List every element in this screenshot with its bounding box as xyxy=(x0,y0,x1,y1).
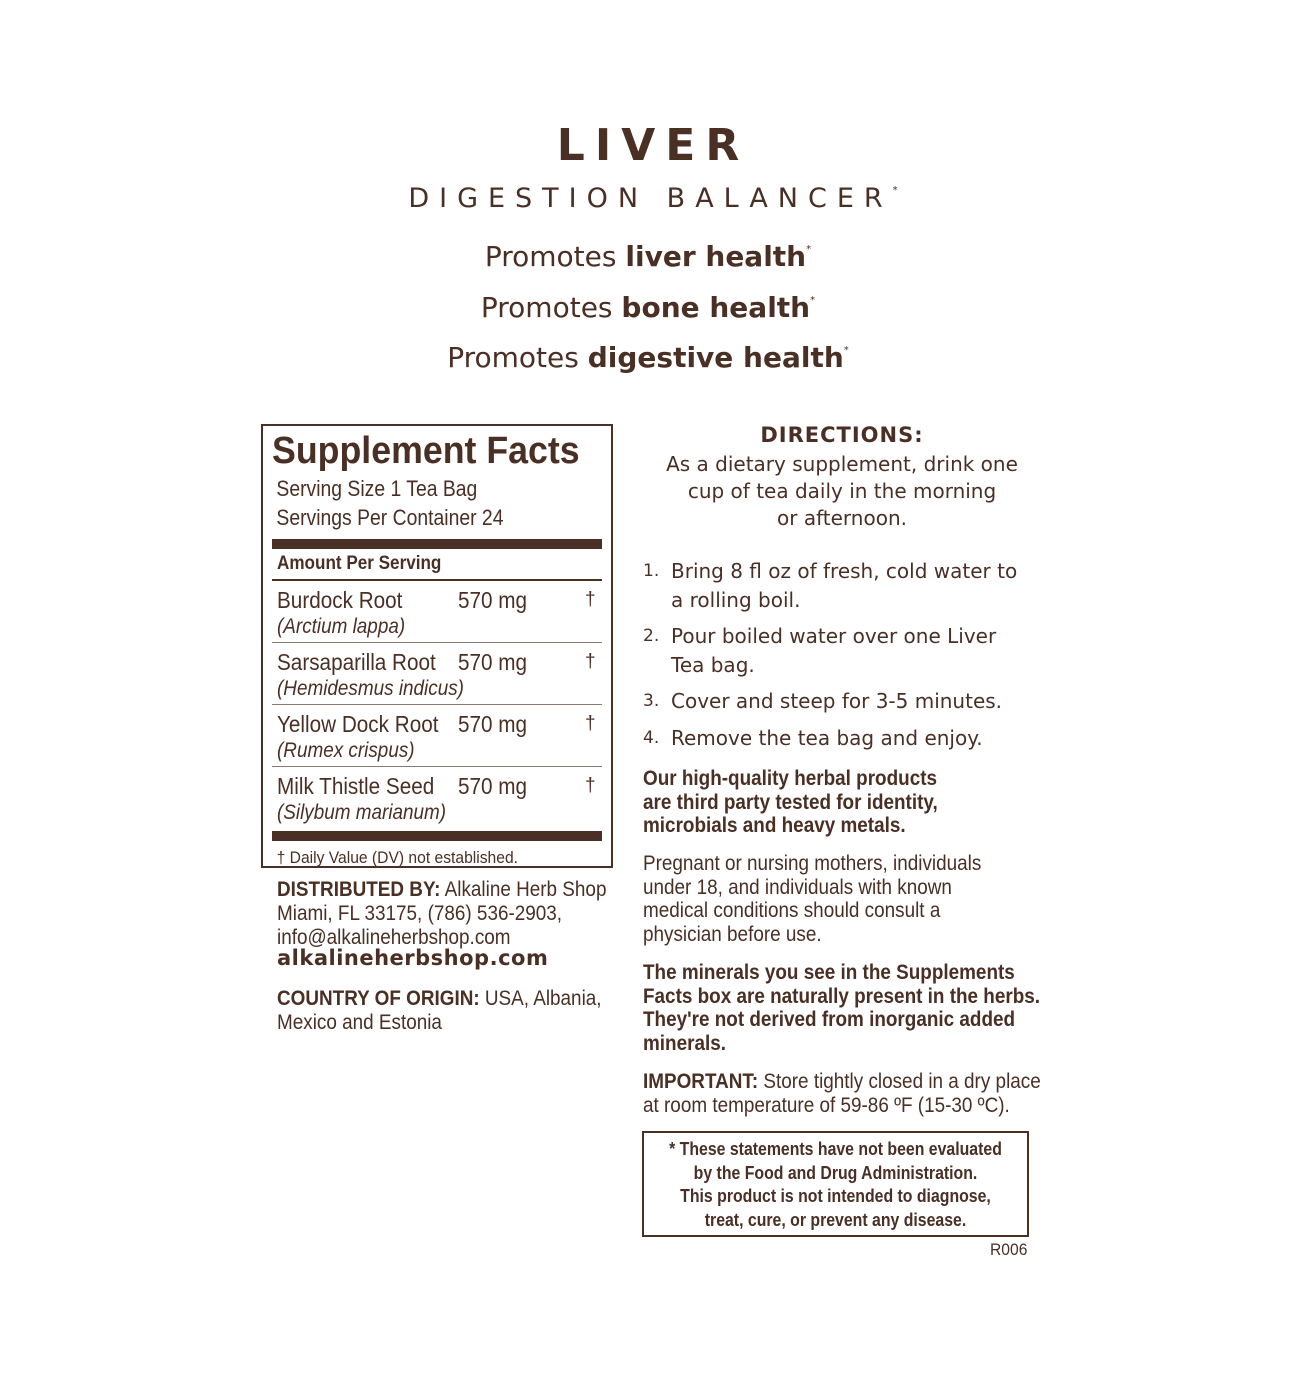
warning-line: physician before use. xyxy=(643,922,822,946)
daily-value-dagger: † xyxy=(585,651,596,672)
ingredient-row xyxy=(272,705,602,767)
step-item xyxy=(643,622,1053,680)
storage-instructions xyxy=(643,1070,1041,1117)
step-number: 4. xyxy=(643,728,660,748)
fda-disclaimer-box xyxy=(642,1131,1029,1237)
step-number: 3. xyxy=(643,691,660,711)
ingredient-row xyxy=(272,767,602,825)
fda-line: treat, cure, or prevent any disease. xyxy=(704,1209,967,1230)
step-item xyxy=(643,557,1053,615)
distributor-line xyxy=(277,878,606,902)
step-line: Pour boiled water over one Liver xyxy=(671,624,997,648)
warning-line: under 18, and individuals with known xyxy=(643,875,952,899)
fda-line: This product is not intended to diagnose, xyxy=(680,1186,991,1206)
ingredient-name: Burdock Root xyxy=(277,587,403,613)
daily-value-dagger: † xyxy=(585,589,596,610)
minerals-line: Facts box are naturally present in the herbs. xyxy=(643,984,1041,1008)
product-title: LIVER xyxy=(556,120,750,171)
origin-line xyxy=(277,987,602,1011)
thick-divider xyxy=(272,539,602,549)
promo-bold: liver health xyxy=(625,240,807,273)
distributor-name: Alkaline Herb Shop xyxy=(440,878,607,901)
minerals-line: minerals. xyxy=(643,1031,726,1055)
distributor-address: Miami, FL 33175, (786) 536-2903, xyxy=(277,902,563,925)
origin-countries-cont: Mexico and Estonia xyxy=(277,1011,442,1034)
daily-value-dagger: † xyxy=(585,775,596,796)
storage-text: Store tightly closed in a dry place xyxy=(758,1070,1041,1093)
supplement-facts-panel xyxy=(261,424,613,868)
promo-digestive-health xyxy=(0,341,1296,374)
origin-label: COUNTRY OF ORIGIN: xyxy=(277,987,480,1010)
product-subtitle xyxy=(0,183,1296,214)
ingredient-name: Yellow Dock Root xyxy=(277,711,439,737)
ingredient-amount: 570 mg xyxy=(458,587,528,613)
directions-heading: DIRECTIONS: xyxy=(760,423,924,447)
ingredient-latin-name: (Hemidesmus indicus) xyxy=(277,677,464,700)
origin-countries: USA, Albania, xyxy=(479,987,602,1010)
distributor-info xyxy=(277,878,606,950)
ingredient-row xyxy=(272,643,602,705)
ingredient-latin-name: (Rumex crispus) xyxy=(277,739,415,762)
amount-per-serving-label: Amount Per Serving xyxy=(277,553,442,574)
servings-per-container: Servings Per Container 24 xyxy=(276,505,504,530)
promo-liver-health xyxy=(0,240,1296,273)
subtitle-asterisk: * xyxy=(892,185,898,196)
serving-size: Serving Size 1 Tea Bag xyxy=(276,476,478,501)
step-line: Bring 8 fl oz of fresh, cold water to xyxy=(671,559,1018,583)
subtitle-text: DIGESTION BALANCER xyxy=(408,183,893,214)
step-item xyxy=(643,687,1053,716)
promo-bone-health xyxy=(0,291,1296,324)
promo-asterisk: * xyxy=(843,345,849,356)
directions-intro-line: cup of tea daily in the morning xyxy=(687,479,997,503)
directions-intro-line: As a dietary supplement, drink one xyxy=(666,452,1018,476)
website-link[interactable]: alkalineherbshop.com xyxy=(277,946,549,970)
storage-line xyxy=(643,1070,1041,1094)
step-item xyxy=(643,724,1053,753)
ingredient-row xyxy=(272,581,602,643)
ingredient-latin-name: (Arctium lappa) xyxy=(277,615,406,638)
distributor-label: DISTRIBUTED BY: xyxy=(277,878,441,901)
ingredient-name: Milk Thistle Seed xyxy=(277,773,435,799)
warning-line: medical conditions should consult a xyxy=(643,899,941,922)
warning-line: Pregnant or nursing mothers, individuals xyxy=(643,852,982,875)
country-of-origin xyxy=(277,987,602,1035)
quality-statement xyxy=(643,767,938,838)
directions-steps-list xyxy=(643,557,1053,753)
directions-intro-line: or afternoon. xyxy=(777,506,907,530)
amount-per-serving-header xyxy=(272,549,602,581)
quality-line: microbials and heavy metals. xyxy=(643,814,906,837)
directions-intro xyxy=(643,451,1041,532)
ingredient-amount: 570 mg xyxy=(458,711,528,737)
ingredient-latin-name: (Silybum marianum) xyxy=(277,801,447,824)
fda-line: by the Food and Drug Administration. xyxy=(693,1162,978,1183)
step-line: Remove the tea bag and enjoy. xyxy=(671,726,983,750)
ingredient-amount: 570 mg xyxy=(458,773,528,799)
minerals-line: The minerals you see in the Supplements xyxy=(643,961,1015,984)
promo-prefix: Promotes xyxy=(484,240,626,273)
pregnancy-warning xyxy=(643,852,981,946)
step-number: 1. xyxy=(643,561,660,581)
quality-line: are third party tested for identity, xyxy=(643,790,938,814)
quality-line: Our high-quality herbal products xyxy=(643,767,938,790)
promo-asterisk: * xyxy=(810,295,816,306)
important-label: IMPORTANT: xyxy=(643,1070,759,1093)
step-number: 2. xyxy=(643,626,660,646)
minerals-line: They're not derived from inorganic added xyxy=(643,1008,1016,1031)
daily-value-footnote: † Daily Value (DV) not established. xyxy=(276,848,518,867)
step-line: a rolling boil. xyxy=(671,588,801,612)
promo-prefix: Promotes xyxy=(447,341,588,374)
fda-line: * These statements have not been evaluated xyxy=(669,1139,1002,1159)
thick-divider xyxy=(272,831,602,841)
promo-prefix: Promotes xyxy=(480,291,622,324)
ingredient-name: Sarsaparilla Root xyxy=(277,649,436,675)
storage-line: at room temperature of 59-86 ºF (15-30 ºC). xyxy=(643,1093,1010,1117)
distributor-email: info@alkalineherbshop.com xyxy=(277,926,511,949)
supplement-facts-title: Supplement Facts xyxy=(272,430,580,472)
step-line: Cover and steep for 3-5 minutes. xyxy=(671,689,1003,713)
promo-asterisk: * xyxy=(806,244,812,255)
ingredient-amount: 570 mg xyxy=(458,649,528,675)
promo-bold: bone health xyxy=(621,291,811,324)
label-code: R006 xyxy=(990,1240,1028,1259)
minerals-statement xyxy=(643,961,1040,1055)
daily-value-dagger: † xyxy=(585,713,596,734)
step-line: Tea bag. xyxy=(671,653,755,677)
promo-bold: digestive health xyxy=(587,341,844,374)
